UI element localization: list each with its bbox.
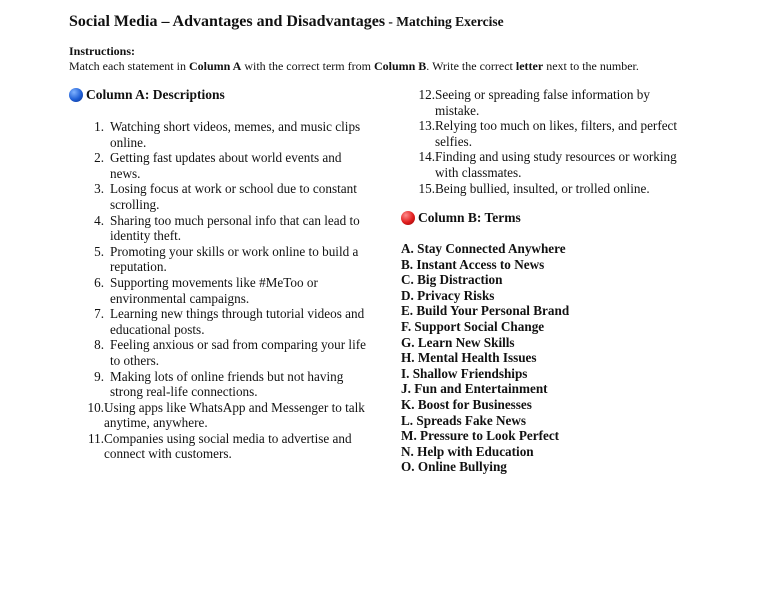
instructions-text [69,59,639,74]
list-item [400,87,690,118]
list-item [69,213,369,244]
item-text: Losing focus at work or school due to constant scrolling. [110,181,357,212]
instructions-part: Column A [188,59,242,73]
item-number: 4. [94,212,104,228]
item-text: Getting fast updates about world events and news. [110,150,342,181]
item-number: 10. [87,399,104,415]
list-item [69,119,369,150]
column-a-heading-label: Column A: Descriptions [86,87,225,102]
item-number: 2. [94,150,104,166]
term-item: N. Help with Education [401,443,534,459]
item-text: Making lots of online friends but not having strong real-life connections. [110,368,344,400]
term-item: K. Boost for Businesses [401,396,532,412]
term-item: B. Instant Access to News [401,256,545,272]
list-item [69,150,369,181]
item-number: 11. [88,430,104,446]
red-circle-icon [401,211,415,225]
instructions-label: Instructions: [69,44,136,58]
item-text: Promoting your skills or work online to build a reputation. [110,243,359,275]
term-item: A. Stay Connected Anywhere [401,241,566,256]
title-main: Social Media – Advantages and Disadvantages [69,13,386,30]
list-item [400,149,690,180]
term-item: D. Privacy Risks [401,287,495,303]
column-a-heading [69,87,225,103]
item-text: Finding and using study resources or working with classmates. [435,149,677,180]
term-item: G. Learn New Skills [401,334,515,350]
item-number: 6. [94,274,104,290]
item-text: Relying too much on likes, filters, and perfect selfies. [435,118,678,149]
term-item: M. Pressure to Look Perfect [401,428,560,444]
list-item [400,181,690,197]
term-item: H. Mental Health Issues [401,350,537,366]
item-text: Companies using social media to advertise and connect with customers. [104,430,352,462]
instructions-part: next to the number. [543,59,639,73]
item-number: 13. [418,118,435,134]
item-text: Being bullied, insulted, or trolled online. [435,180,650,196]
instructions-part: letter [515,59,544,73]
column-b-terms [401,241,569,475]
page-title [69,13,504,31]
item-number: 3. [94,181,104,197]
list-item [69,431,369,462]
list-item [69,337,369,368]
item-number: 5. [94,243,104,259]
item-number: 7. [94,306,104,322]
column-b-heading-label: Column B: Terms [418,210,521,225]
term-item: F. Support Social Change [401,318,545,334]
item-text: Using apps like WhatsApp and Messenger to talk anytime, anywhere. [104,399,365,431]
column-b-heading [401,210,521,226]
item-number: 1. [94,119,104,134]
list-item [69,369,369,400]
instructions-part: Column B [373,59,427,73]
term-item: J. Fun and Entertainment [401,381,548,397]
list-item [69,275,369,306]
list-item [400,118,690,149]
item-text: Supporting movements like #MeToo or environmental campaigns. [110,274,318,306]
item-number: 15. [418,180,435,196]
list-item [69,181,369,212]
title-subtitle: - Matching Exercise [385,14,504,29]
item-text: Sharing too much personal info that can lead to identity theft. [110,212,360,244]
item-number: 9. [94,368,104,384]
instructions-part: with the correct term from [241,59,374,73]
term-item: E. Build Your Personal Brand [401,303,570,319]
item-text: Watching short videos, memes, and music clips online. [110,119,361,150]
term-item: C. Big Distraction [401,272,503,288]
list-item [69,400,369,431]
column-a-list [69,119,369,462]
instructions-part: Match each statement in [69,59,189,73]
item-number: 8. [94,337,104,353]
column-a-list-continued [400,87,690,196]
item-text: Seeing or spreading false information by mistake. [435,87,650,118]
term-item: O. Online Bullying [401,459,507,475]
term-item: L. Spreads Fake News [401,412,527,428]
term-item: I. Shallow Friendships [401,365,528,381]
instructions-part: . Write the correct [426,59,516,73]
item-text: Learning new things through tutorial videos and educational posts. [110,306,365,337]
blue-circle-icon [69,88,83,102]
list-item [69,244,369,275]
item-number: 12. [418,87,435,102]
list-item [69,306,369,337]
item-text: Feeling anxious or sad from comparing your life to others. [110,337,366,368]
item-number: 14. [418,149,435,165]
